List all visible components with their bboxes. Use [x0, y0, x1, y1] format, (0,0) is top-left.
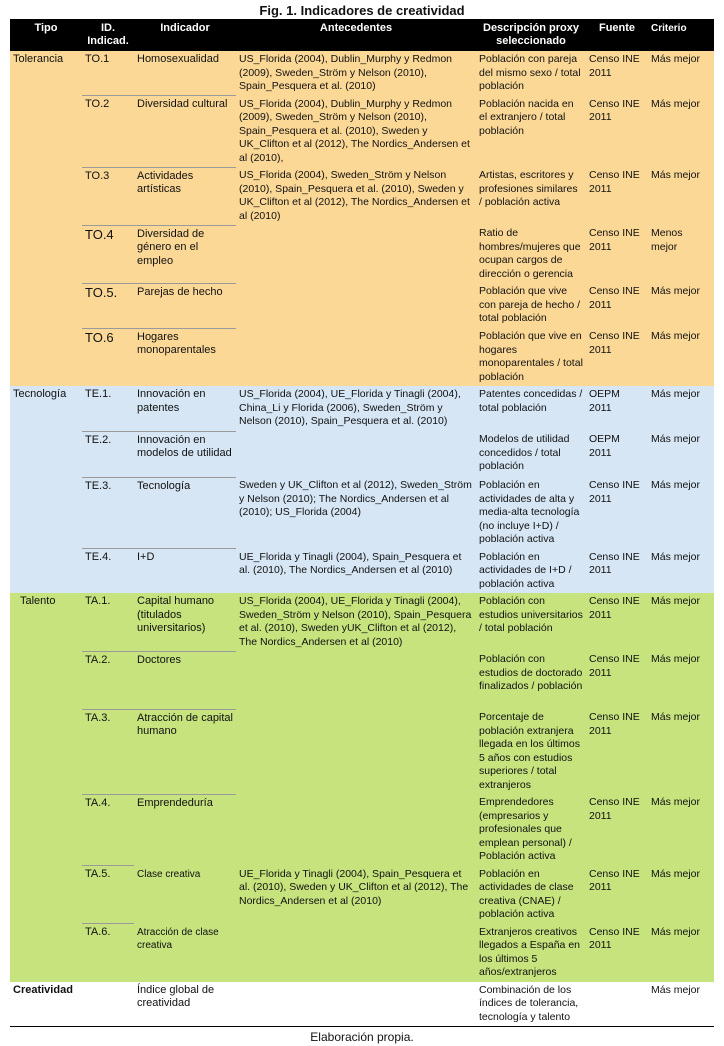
row-criterio: Más mejor [648, 167, 714, 225]
group-tolerancia: Tolerancia [10, 51, 82, 96]
table-row [10, 794, 714, 866]
header-id: ID. Indicad. [82, 19, 134, 51]
row-id: TA.3. [82, 709, 134, 794]
header-fuente: Fuente [586, 19, 648, 51]
row-id: TE.4. [82, 549, 134, 594]
row-id: TE.3. [82, 477, 134, 549]
row-criterio: Más mejor [648, 549, 714, 594]
row-antecedentes [236, 924, 476, 982]
row-indicador: Tecnología [134, 477, 236, 549]
row-descripcion: Población con estudios universitarios / total población [476, 593, 586, 651]
row-criterio: Más mejor [648, 477, 714, 549]
row-indicador: Atracción de clase creativa [134, 924, 236, 982]
row-antecedentes: UE_Florida y Tinagli (2004), Spain_Pesquera et al. (2010), The Nordics_Andersen et al (2010) [236, 549, 476, 594]
table-bottom-rule [10, 1026, 714, 1027]
row-fuente: Censo INE 2011 [586, 651, 648, 709]
row-criterio: Menos mejor [648, 225, 714, 283]
row-indicador: I+D [134, 549, 236, 594]
row-fuente: Censo INE 2011 [586, 549, 648, 594]
row-indicador: Índice global de creatividad [134, 982, 236, 1027]
row-descripcion: Modelos de utilidad concedidos / total población [476, 431, 586, 477]
row-antecedentes [236, 431, 476, 477]
row-descripcion: Población que vive en hogares monoparentales / total población [476, 328, 586, 386]
row-indicador: Parejas de hecho [134, 283, 236, 328]
row-descripcion: Población nacida en el extranjero / total población [476, 96, 586, 168]
source-note: Elaboración propia. [310, 1030, 414, 1044]
row-descripcion: Artistas, escritores y profesiones similares / población activa [476, 167, 586, 225]
row-antecedentes: UE_Florida y Tinagli (2004), Spain_Pesquera et al. (2010), Sweden y UK_Clifton et al (2012), The Nordics_Andersen et al (2010) [236, 866, 476, 924]
table-row [10, 549, 714, 594]
header-descripcion: Descripción proxy seleccionado [476, 19, 586, 51]
table-row [10, 167, 714, 225]
row-criterio: Más mejor [648, 593, 714, 651]
row-indicador: Capital humano (titulados universitarios) [134, 593, 236, 651]
row-indicador: Doctores [134, 651, 236, 709]
row-id: TA.1. [82, 593, 134, 651]
row-id: TO.4 [82, 225, 134, 283]
row-indicador: Innovación en patentes [134, 386, 236, 431]
row-descripcion: Población en actividades de clase creativa (CNAE) / población activa [476, 866, 586, 924]
header-row [10, 19, 714, 51]
row-id: TO.3 [82, 167, 134, 225]
row-descripcion: Porcentaje de población extranjera llegada en los últimos 5 años con estudios superiores / total extranjeros [476, 709, 586, 794]
row-fuente: Censo INE 2011 [586, 866, 648, 924]
table-row [10, 328, 714, 386]
row-id: TO.2 [82, 96, 134, 168]
row-indicador: Actividades artísticas [134, 167, 236, 225]
row-fuente: Censo INE 2011 [586, 96, 648, 168]
row-descripcion: Población en actividades de I+D / población activa [476, 549, 586, 594]
header-criterio: Criterio [648, 19, 714, 51]
row-antecedentes: US_Florida (2004), UE_Florida y Tinagli (2004), China_Li y Florida (2006), Sweden_Ström y Nelson (2010), Spain_Pesquera et al. (2010) [236, 386, 476, 431]
row-id: TO.1 [82, 51, 134, 96]
row-descripcion: Patentes concedidas / total población [476, 386, 586, 431]
row-fuente: Censo INE 2011 [586, 328, 648, 386]
row-criterio: Más mejor [648, 283, 714, 328]
group-creatividad: Creatividad [10, 982, 82, 1027]
row-id: TE.2. [82, 431, 134, 477]
row-criterio: Más mejor [648, 431, 714, 477]
table-row [10, 924, 714, 982]
row-id: TO.6 [82, 328, 134, 386]
row-indicador: Clase creativa [134, 866, 236, 924]
row-id: TE.1. [82, 386, 134, 431]
row-descripcion: Población que vive con pareja de hecho / total población [476, 283, 586, 328]
table-row [10, 982, 714, 1027]
row-descripcion: Combinación de los índices de tolerancia, tecnología y talento [476, 982, 586, 1027]
row-criterio: Más mejor [648, 328, 714, 386]
row-antecedentes [236, 328, 476, 386]
row-fuente: Censo INE 2011 [586, 794, 648, 866]
header-antecedentes: Antecedentes [236, 19, 476, 51]
row-criterio: Más mejor [648, 96, 714, 168]
row-criterio: Más mejor [648, 386, 714, 431]
table-row [10, 283, 714, 328]
row-criterio: Más mejor [648, 651, 714, 709]
indicators-table [10, 19, 714, 1026]
row-criterio: Más mejor [648, 794, 714, 866]
row-antecedentes [236, 651, 476, 709]
row-antecedentes: US_Florida (2004), Sweden_Ström y Nelson (2010), Spain_Pesquera et al. (2010), Sweden y UK_Clifton et al (2012), The Nordics_Andersen et al (2010) [236, 167, 476, 225]
table-row [10, 96, 714, 168]
table-row [10, 386, 714, 431]
group-talento: Talento [10, 593, 82, 651]
group-tecnologia: Tecnología [10, 386, 82, 431]
row-fuente: OEPM 2011 [586, 431, 648, 477]
row-fuente: Censo INE 2011 [586, 167, 648, 225]
row-antecedentes: US_Florida (2004), Dublin_Murphy y Redmon (2009), Sweden_Ström y Nelson (2010), Spain_Pesquera et al. (2010) [236, 51, 476, 96]
row-id: TA.6. [82, 924, 134, 982]
table-row [10, 593, 714, 651]
row-descripcion: Población con pareja del mismo sexo / total población [476, 51, 586, 96]
row-indicador: Homosexualidad [134, 51, 236, 96]
table-row [10, 709, 714, 794]
row-indicador: Diversidad de género en el empleo [134, 225, 236, 283]
row-fuente: Censo INE 2011 [586, 477, 648, 549]
row-fuente: Censo INE 2011 [586, 709, 648, 794]
row-descripcion: Ratio de hombres/mujeres que ocupan cargos de dirección o gerencia [476, 225, 586, 283]
row-fuente: Censo INE 2011 [586, 225, 648, 283]
row-criterio: Más mejor [648, 982, 714, 1027]
table-row [10, 866, 714, 924]
row-indicador: Atracción de capital humano [134, 709, 236, 794]
table-row [10, 51, 714, 96]
header-tipo: Tipo [10, 19, 82, 51]
row-id [82, 982, 134, 1027]
row-antecedentes [236, 982, 476, 1027]
row-criterio: Más mejor [648, 51, 714, 96]
row-id: TO.5. [82, 283, 134, 328]
row-antecedentes: Sweden y UK_Clifton et al (2012), Sweden_Ström y Nelson (2010); The Nordics_Andersen et al (2010); US_Florida (2004) [236, 477, 476, 549]
row-id: TA.5. [82, 866, 134, 924]
row-fuente [586, 982, 648, 1027]
row-id: TA.4. [82, 794, 134, 866]
row-fuente: Censo INE 2011 [586, 283, 648, 328]
row-antecedentes [236, 283, 476, 328]
row-antecedentes [236, 709, 476, 794]
row-indicador: Emprendeduría [134, 794, 236, 866]
row-criterio: Más mejor [648, 924, 714, 982]
table-row [10, 431, 714, 477]
row-criterio: Más mejor [648, 709, 714, 794]
row-indicador: Hogares monoparentales [134, 328, 236, 386]
row-descripcion: Emprendedores (empresarios y profesionales que emplean personal) / Población activa [476, 794, 586, 866]
row-fuente: Censo INE 2011 [586, 51, 648, 96]
row-antecedentes [236, 794, 476, 866]
row-antecedentes [236, 225, 476, 283]
row-criterio: Más mejor [648, 866, 714, 924]
row-descripcion: Población en actividades de alta y media-alta tecnología (no incluye I+D) / población activa [476, 477, 586, 549]
header-indicador: Indicador [134, 19, 236, 51]
row-antecedentes: US_Florida (2004), Dublin_Murphy y Redmon (2009), Sweden_Ström y Nelson (2010), Spain_Pesquera et al. (2010), Sweden y UK_Clifton et al (2012), The Nordics_Andersen et al (2010), [236, 96, 476, 168]
row-descripcion: Población con estudios de doctorado finalizados / población [476, 651, 586, 709]
table-row [10, 477, 714, 549]
figure-title: Fig. 1. Indicadores de creatividad [259, 3, 465, 18]
row-indicador: Innovación en modelos de utilidad [134, 431, 236, 477]
table-row [10, 651, 714, 709]
row-descripcion: Extranjeros creativos llegados a España en los últimos 5 años/extranjeros [476, 924, 586, 982]
row-fuente: Censo INE 2011 [586, 924, 648, 982]
row-fuente: Censo INE 2011 [586, 593, 648, 651]
row-indicador: Diversidad cultural [134, 96, 236, 168]
row-id: TA.2. [82, 651, 134, 709]
row-antecedentes: US_Florida (2004), UE_Florida y Tinagli (2004), Sweden_Ström y Nelson (2010), Spain_Pesquera et al. (2010), Sweden yUK_Clifton et al (2012), The Nordics_Andersen et al (2010) [236, 593, 476, 651]
table-row [10, 225, 714, 283]
row-fuente: OEPM 2011 [586, 386, 648, 431]
